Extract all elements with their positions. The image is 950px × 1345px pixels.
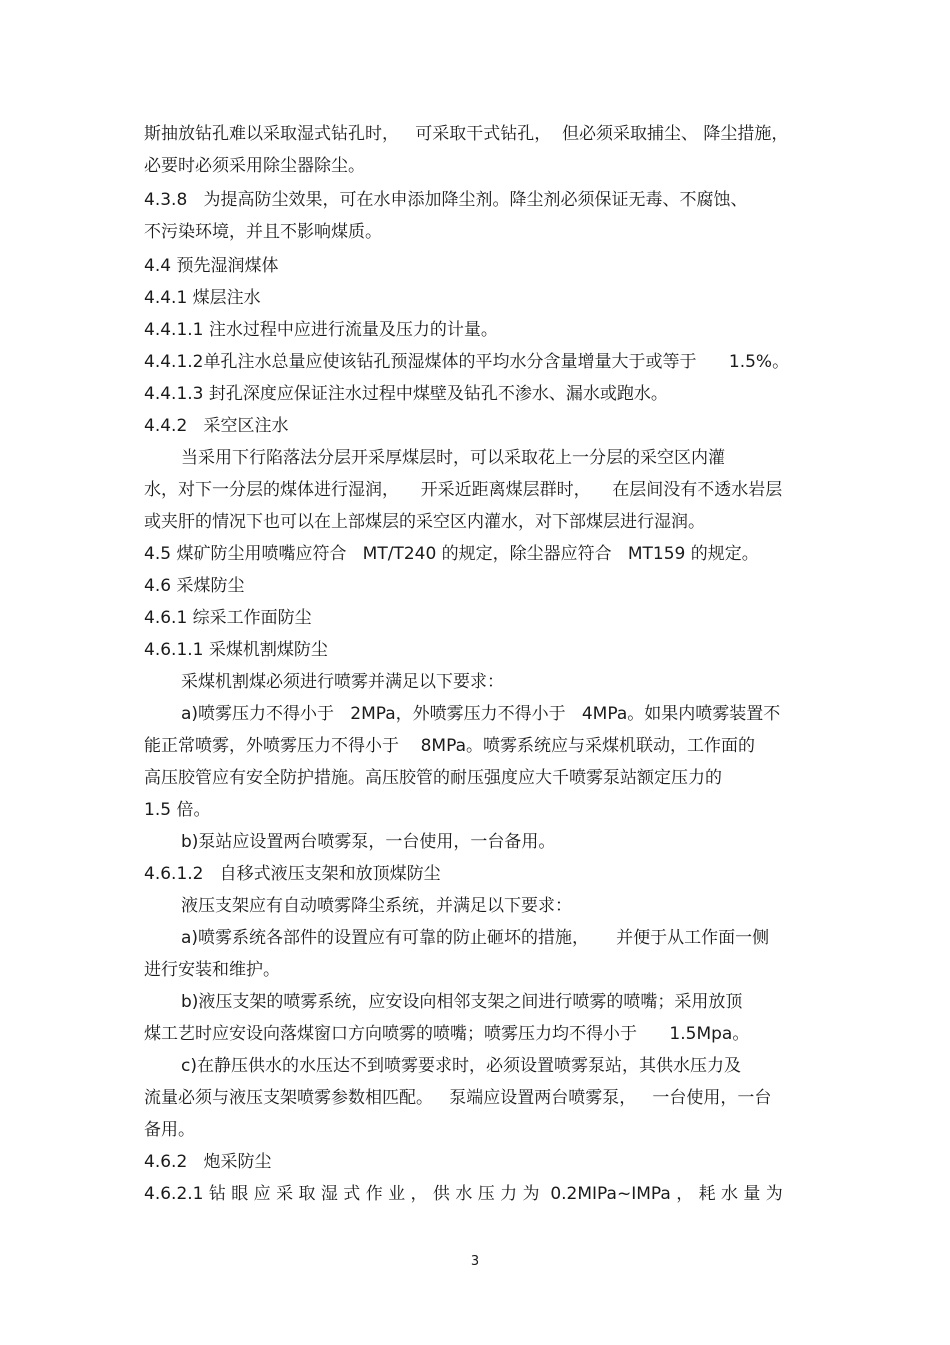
text-line: 高压胶管应有安全防护措施。高压胶管的耐压强度应大千喷雾泵站额定压力的 <box>144 768 722 788</box>
text-line: 液压支架应有自动喷雾降尘系统，并满足以下要求： <box>181 896 572 916</box>
text-line: 流量必须与液压支架喷雾参数相匹配。 泵端应设置两台喷雾泵， 一台使用，一台 <box>144 1088 772 1108</box>
text-line: 采煤机割煤必须进行喷雾并满足以下要求： <box>181 672 504 692</box>
section-heading: 4.6.2 炮采防尘 <box>144 1152 272 1172</box>
section-heading: 4.6 采煤防尘 <box>144 576 245 596</box>
text-line: a)喷雾压力不得小于 2MPa，外喷雾压力不得小于 4MPa。如果内喷雾装置不 <box>181 704 781 724</box>
text-line: 水，对下一分层的煤体进行湿润， 开采近距离煤层群时， 在层间没有不透水岩层 <box>144 480 783 500</box>
section-heading: 4.4.1 煤层注水 <box>144 288 261 308</box>
text-line: 4.6.2.1 钻 眼 应 采 取 湿 式 作 业 ， 供 水 压 力 为 0.2MIPa~IMPa ， 耗 水 量 为 <box>144 1184 783 1204</box>
text-line: 4.5 煤矿防尘用喷嘴应符合 MT/T240 的规定，除尘器应符合 MT159 的规定。 <box>144 544 759 564</box>
text-line: a)喷雾系统各部件的设置应有可靠的防止砸坏的措施， 并便于从工作面一侧 <box>181 928 770 948</box>
text-line: 或夹肝的情况下也可以在上部煤层的采空区内灌水，对下部煤层进行湿润。 <box>144 512 705 532</box>
text-line: 4.4.1.1 注水过程中应进行流量及压力的计量。 <box>144 320 498 340</box>
section-heading: 4.4.2 采空区注水 <box>144 416 289 436</box>
text-line: 斯抽放钻孔难以采取湿式钻孔时， 可采取干式钻孔， 但必须采取捕尘、 降尘措施， <box>144 124 789 144</box>
text-line: 能正常喷雾，外喷雾压力不得小于 8MPa。喷雾系统应与采煤机联动，工作面的 <box>144 736 756 756</box>
text-line: b)液压支架的喷雾系统，应安设向相邻支架之间进行喷雾的喷嘴；采用放顶 <box>181 992 743 1012</box>
text-line: 4.4.1.3 封孔深度应保证注水过程中煤壁及钻孔不渗水、漏水或跑水。 <box>144 384 668 404</box>
text-line: 煤工艺时应安设向落煤窗口方向喷雾的喷嘴；喷雾压力均不得小于 1.5Mpa。 <box>144 1024 750 1044</box>
page-number: 3 <box>470 1254 480 1269</box>
section-heading: 4.6.1 综采工作面防尘 <box>144 608 312 628</box>
text-line: 4.3.8 为提高防尘效果，可在水申添加降尘剂。降尘剂必须保证无毒、不腐蚀、 <box>144 190 748 210</box>
text-line: c)在静压供水的水压达不到喷雾要求时，必须设置喷雾泵站，其供水压力及 <box>181 1056 741 1076</box>
text-line: 1.5 倍。 <box>144 800 211 820</box>
section-heading: 4.6.1.1 采煤机割煤防尘 <box>144 640 328 660</box>
section-heading: 4.6.1.2 自移式液压支架和放顶煤防尘 <box>144 864 441 884</box>
text-line: 进行安装和维护。 <box>144 960 280 980</box>
text-line: 当采用下行陷落法分层开采厚煤层时，可以采取花上一分层的采空区内灌 <box>181 448 725 468</box>
text-line: b)泵站应设置两台喷雾泵，一台使用，一台备用。 <box>181 832 556 852</box>
text-line: 4.4.1.2单孔注水总量应使该钻孔预湿煤体的平均水分含量增量大于或等于 1.5%。 <box>144 352 790 372</box>
section-heading: 4.4 预先湿润煤体 <box>144 256 279 276</box>
text-line: 不污染环境，并且不影响煤质。 <box>144 222 382 242</box>
text-line: 必要时必须采用除尘器除尘。 <box>144 156 365 176</box>
text-line: 备用。 <box>144 1120 195 1140</box>
